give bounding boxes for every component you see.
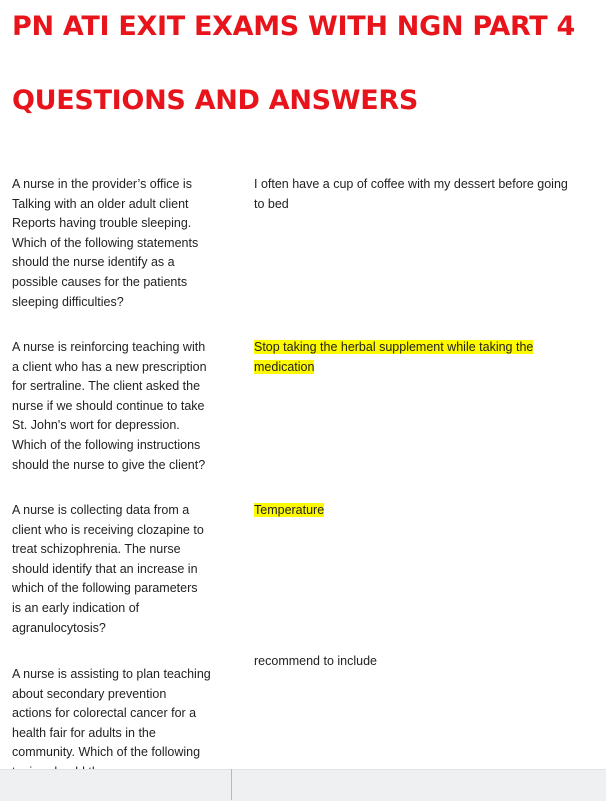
question-4 bbox=[12, 665, 212, 783]
highlighted-answer-line: Stop taking the herbal supplement while taking the bbox=[254, 340, 534, 354]
answer-line: recommend to include bbox=[254, 654, 377, 668]
answer-3 bbox=[254, 501, 574, 521]
question-line: treat schizophrenia. The nurse bbox=[12, 542, 181, 557]
answer-line: I often have a cup of coffee with my dessert before going bbox=[254, 177, 568, 191]
question-line: sleeping difficulties? bbox=[12, 294, 124, 309]
question-line: for sertraline. The client asked the bbox=[12, 379, 201, 394]
column-divider bbox=[231, 769, 232, 800]
question-line: should the nurse to give the client? bbox=[12, 457, 206, 472]
document-subtitle: QUESTIONS AND ANSWERS bbox=[12, 85, 419, 116]
question-line: should the nurse identify as a bbox=[12, 255, 175, 270]
question-2 bbox=[12, 338, 212, 475]
question-1 bbox=[12, 175, 212, 312]
question-line: community. Which of the following bbox=[12, 745, 201, 760]
answer-line: to bed bbox=[254, 196, 289, 211]
question-line: actions for colorectal cancer for a bbox=[12, 706, 197, 721]
question-line: A nurse is collecting data from a bbox=[12, 503, 190, 517]
highlighted-answer-line: medication bbox=[254, 359, 315, 374]
question-line: agranulocytosis? bbox=[12, 620, 106, 635]
question-line: health fair for adults in the bbox=[12, 725, 156, 740]
question-line: Which of the following instructions bbox=[12, 437, 201, 452]
question-3 bbox=[12, 501, 212, 638]
question-line: a client who has a new prescription bbox=[12, 359, 207, 374]
question-line: which of the following parameters bbox=[12, 581, 198, 596]
question-line: should identify that an increase in bbox=[12, 561, 198, 576]
answer-1 bbox=[254, 175, 574, 214]
question-line: A nurse is reinforcing teaching with bbox=[12, 340, 206, 354]
answer-2 bbox=[254, 338, 574, 377]
question-line: nurse if we should continue to take bbox=[12, 398, 205, 413]
question-line: Talking with an older adult client bbox=[12, 196, 189, 211]
highlighted-answer-line: Temperature bbox=[254, 503, 325, 517]
question-line: about secondary prevention bbox=[12, 686, 167, 701]
question-line: possible causes for the patients bbox=[12, 274, 188, 289]
page-bottom-strip bbox=[0, 769, 606, 801]
question-line: client who is receiving clozapine to bbox=[12, 522, 204, 537]
answer-4 bbox=[254, 652, 574, 672]
question-line: is an early indication of bbox=[12, 600, 140, 615]
question-line: Which of the following statements bbox=[12, 235, 199, 250]
question-line: Reports having trouble sleeping. bbox=[12, 216, 192, 231]
question-line: A nurse in the provider’s office is bbox=[12, 177, 192, 191]
question-line: A nurse is assisting to plan teaching bbox=[12, 667, 211, 681]
document-title: PN ATI EXIT EXAMS WITH NGN PART 4 bbox=[12, 11, 575, 42]
question-line: St. John's wort for depression. bbox=[12, 418, 180, 433]
